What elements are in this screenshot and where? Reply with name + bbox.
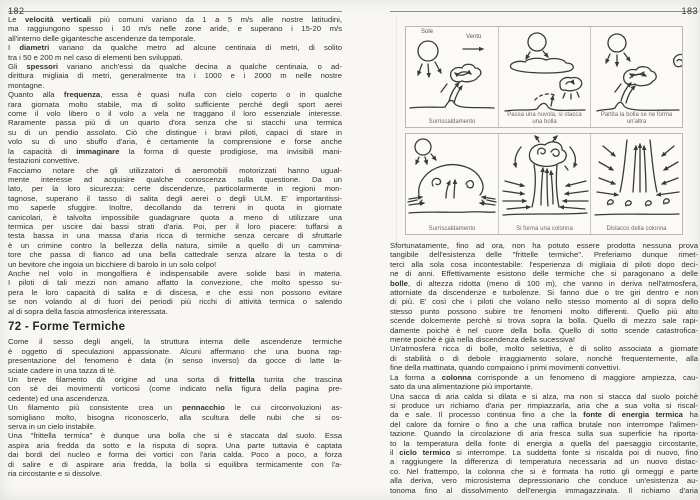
cloud-shadow-bubble-detach-sketch — [499, 28, 590, 112]
right-page-header — [390, 0, 698, 16]
panel-distacco-della-colonna — [590, 134, 682, 234]
text-line: la capacità di immaginare la forma di queste prodigiose, ma invisibili mani- — [8, 146, 342, 156]
text-line: volo su di uno sbuffo d'aria, è certamente la comprensione e forse anche — [8, 137, 342, 147]
new-bubble-forming-sketch — [591, 28, 682, 112]
text-line: testa bassa in una massa d'aria ricca di termiche senza cercare di sfruttarle — [8, 231, 342, 241]
sun-label: Sole — [421, 29, 434, 35]
text-line: tangibile dell'esistenza delle ''frittelle termiche''. Preferiamo dunque rimet- — [390, 250, 698, 260]
text-line: Raramente passa più di un quarto d'ora senza che si stacchi una termica — [8, 118, 342, 128]
left-page-text — [8, 12, 342, 479]
column-forming-sketch — [499, 135, 590, 219]
panel-surriscaldamento-2 — [406, 134, 498, 234]
text-line: scende dolcemente perchè si trova sopra la bolla. Quello di mezzo sale rapi- — [390, 316, 698, 326]
text-line: sato da una alimentazione più importante. — [390, 382, 533, 392]
text-line: termica per uscire dai bassi strati d'aria. Poi, per il loro piacere: tuffarsi a — [8, 221, 342, 231]
text-line: Le velocità verticali più comuni variano da 1 a 5 m/s alle nostre latitudini, — [8, 15, 342, 24]
text-line: Un filamento più consistente crea un pennacchio le cui circonvoluzioni as- — [8, 403, 342, 413]
figure-row-bubble — [405, 26, 683, 128]
text-line: con sè dei movimenti vorticosi (come indicato nella figura della pagina pre- — [8, 384, 342, 394]
text-line: è un crimine contro la bellezza della natura, simile a quello di un cammina- — [8, 240, 342, 250]
text-line: all'interno delle gigantesche ascendenze da temporale. — [8, 33, 196, 43]
text-line: ne di anni. Effettivamente esistono delle termiche che si paragonano a delle — [390, 269, 698, 279]
text-line: a raggiungere la differenza di temperatura necessaria ad un nuovo distac- — [390, 457, 698, 467]
text-line: rara giornata molto stabile, ma di solito sufficiente perché degli sport aerei — [8, 99, 342, 109]
text-line: to la temperatura della fonte di energia a quella del paesaggio circostante, — [390, 438, 698, 448]
text-line: dirittura migliaia di metri, generalmente tra i 1000 e i 2000 m nelle nostre — [8, 71, 342, 81]
text-line: tore che passa di fianco ad una bella cattedrale senza alzare la testa o di — [8, 250, 342, 260]
text-line: lato, per la loro sicurezza: certe discendenze, particolarmente in regioni mon- — [8, 184, 342, 194]
text-line: I diametri variano da qualche metro ad alcune centinaia di metri, di solito — [8, 43, 342, 53]
text-line: ma raggiungono spesso i 10 m/s nelle zone aride, e superano i 15-20 m/s — [8, 24, 342, 34]
heated-dome-sketch — [406, 135, 498, 219]
text-line: Anche nel volo in mongolfiera è indispensabile avere solide basi in materia. — [8, 268, 342, 278]
text-line: Una sacca di aria calda si dilata e si alza, ma non si stacca dal suolo poichè — [390, 391, 698, 401]
text-line: tazione. Quando la circolazione di aria fresca sulla sua superficie ha riporta- — [390, 429, 698, 439]
text-line: pera le loro capacità di salita e di discesa, e che essi non possono evitare — [8, 287, 342, 297]
text-line: Una ''frittella termica'' è dunque una bolla che si è staccata dal suolo. Essa — [8, 431, 342, 441]
figure-row-column — [405, 133, 683, 235]
text-line: Come il sesso degli angeli, la struttura interna delle ascendenze termiche — [8, 337, 342, 347]
text-line: al di sopra della fascia atmosferica interessata. — [8, 306, 168, 316]
text-line: terci alla sola cosa incontestabile: l'esperienza di migliaia di piloti dopo deci- — [390, 259, 698, 269]
wind-label: Vento — [466, 34, 482, 40]
text-line: mo saperle sfuggire. Inoltre, decollando da terreni in quota in giornate — [8, 203, 342, 213]
text-line: da e sale. Il processo continua fino a che la fonte di energia termica ha — [390, 410, 698, 420]
text-line: del calore da fornire o fino a che una raffica brutale non interrompe l'alimen- — [390, 419, 698, 429]
panel-caption: Si forma una colonna — [516, 225, 573, 232]
text-line: Gli spessori variano anch'essi da qualche decina a qualche centinaia, o ad- — [8, 62, 342, 72]
panel-caption: Passa una nuvola, si stacca una bolla — [507, 112, 582, 125]
panel-surriscaldamento-1 — [406, 27, 498, 127]
left-page-header — [8, 0, 342, 16]
text-line: di più. E' così che i piloti che volano nello stesso momento al di sopra dello — [390, 297, 698, 307]
text-line: tonoma fino al dissolvimento dell'energia immagazzinata. Il richiamo d'aria — [390, 485, 698, 495]
panel-caption: Surriscaldamento — [428, 225, 476, 232]
text-line: Un'atmosfera ricca di bolle, molto selettiva, è di solito associata a giornate — [390, 344, 698, 354]
text-line: Quanto alla frequenza, essa è quasi nulla con cielo coperto o in qualche — [8, 90, 342, 100]
right-page-number: 183 — [681, 6, 698, 16]
text-line: sciate cadere in una tazza di tè. — [8, 365, 117, 375]
text-line: ria circostante e si dissolve. — [8, 469, 102, 479]
text-line: serva in un cielo instabile. — [8, 422, 97, 432]
text-line: stesso punto possono subire tre fenomeni molto differenti. Quello più alto — [390, 306, 698, 316]
text-line: alla deriva, vero microsistema depressionario che conduce un'esistenza au- — [390, 476, 698, 486]
text-line: attorniate da discendenze e turbolenze. Si fanno due o tre giri dentro e non — [390, 288, 698, 298]
text-line: è oggetto di speculazioni appassionate. Alcuni affermano che una buona rap- — [8, 346, 342, 356]
text-line: Un breve filamento dà origine ad una sorta di frittella turrita che trascina — [8, 375, 342, 385]
text-line: un bevitore che ingoia un bicchiere di barolo in un solo colpo! — [8, 259, 217, 269]
panel-caption: Distacco della colonna — [606, 225, 667, 232]
text-line: montagne. — [8, 80, 45, 90]
text-line: damente poichè è nel cuore della bolla. Quello di sotto scende catastrofica- — [390, 325, 698, 335]
panel-passa-una-nuvola — [498, 27, 590, 127]
text-line: I piloti di tali mezzi non amano affatto la convezione, che molto spesso su- — [8, 278, 342, 288]
text-line: Facciamo notare che gli utilizzatori di aeromobili motorizzati hanno ugual- — [8, 165, 342, 175]
text-line: come il volo libero o il volo a vela ne traggano il loro essenziale interesse. — [8, 109, 342, 119]
text-line: si produce un richiamo d'aria per rimpiazzarla, aria che a sua volta si riscal- — [390, 400, 698, 410]
panel-partita-la-bolla — [590, 27, 682, 127]
thermal-forms-figure — [405, 26, 683, 235]
text-line: La forma a colonna corrisponde a un fenomeno di maggiore ampiezza, cau- — [390, 372, 698, 382]
text-line: di stabilità o di debole irraggiamento solare, nonchè frequentemente, alla — [390, 353, 698, 363]
page-182 — [8, 0, 342, 500]
column-detachment-sketch — [591, 135, 682, 219]
sun-heating-slope-sketch — [406, 28, 498, 112]
text-line: dai bordi del nucleo e forma dei vortici con l'aria calda. Poco a poco, a forza — [8, 450, 342, 460]
section-heading: 72 - Forme Termiche — [8, 321, 126, 333]
right-page-text — [390, 238, 698, 495]
text-line: presentazione del fenomeno è data (in senso inverso) da gocce di latte la- — [8, 356, 342, 366]
text-line: cedente) ed una ascendenza. — [8, 393, 110, 403]
panel-si-forma-una-colonna — [498, 134, 590, 234]
text-line: fine della mattinata, quando compaiono i primi movimenti convettivi. — [390, 363, 621, 373]
text-line: bolle, di altezza ridotta (meno di 100 m), che vanno in deriva nell'atmosfera, — [390, 278, 698, 288]
text-line: di salire e di aspirare aria fredda, la bolla si equilibra termicamente con l'a- — [8, 459, 342, 469]
text-line: co. Nel frattempo, la colonna che si è formata ha rotto gli ormeggi e parte — [390, 466, 698, 476]
text-line: Sfortunatamente, fino ad ora, non ha potuto essere prodotta nessuna prova — [390, 241, 698, 250]
left-page-number: 182 — [8, 6, 25, 16]
page-183 — [390, 0, 698, 500]
text-line: tra i 50 e 200 m nel caso di elementi ben sviluppati. — [8, 52, 183, 62]
text-line: il ciclo termico si interrompe. La suddetta fonte si riscalda poi di nuovo, fino — [390, 447, 698, 457]
panel-caption: Surriscaldamento — [428, 118, 476, 125]
text-line: se non volando al di fuori dei periodi più ricchi di attività termica o salendo — [8, 297, 342, 307]
text-line: tagnose, superano il tasso di salita degli aerei o degli ULM. E' importantissi- — [8, 193, 342, 203]
text-line: mente poichè è già nella discendenza della sucessiva! — [390, 335, 576, 345]
text-line: somigliano molto, bisogna riconoscerlo, alla scultura delle nubi che si os- — [8, 412, 342, 422]
text-line: canicolari, è talvolta impossibile guadagnare quota a meno di utilizzare una — [8, 212, 342, 222]
text-line: su di un pendio assolato. Ciò che distingue i bravi piloti, capaci di stare in — [8, 127, 342, 137]
text-line: festazioni convettive. — [8, 156, 80, 166]
text-line: aspira aria fredda da sotto e la risputa di sopra. Una parte tuttavia è captata — [8, 440, 342, 450]
text-line: mente interesse ad acquisire qualche conoscenza sulla questione. Da un — [8, 174, 342, 184]
panel-caption: Partita la bolla se ne forma un'altra — [600, 112, 673, 125]
